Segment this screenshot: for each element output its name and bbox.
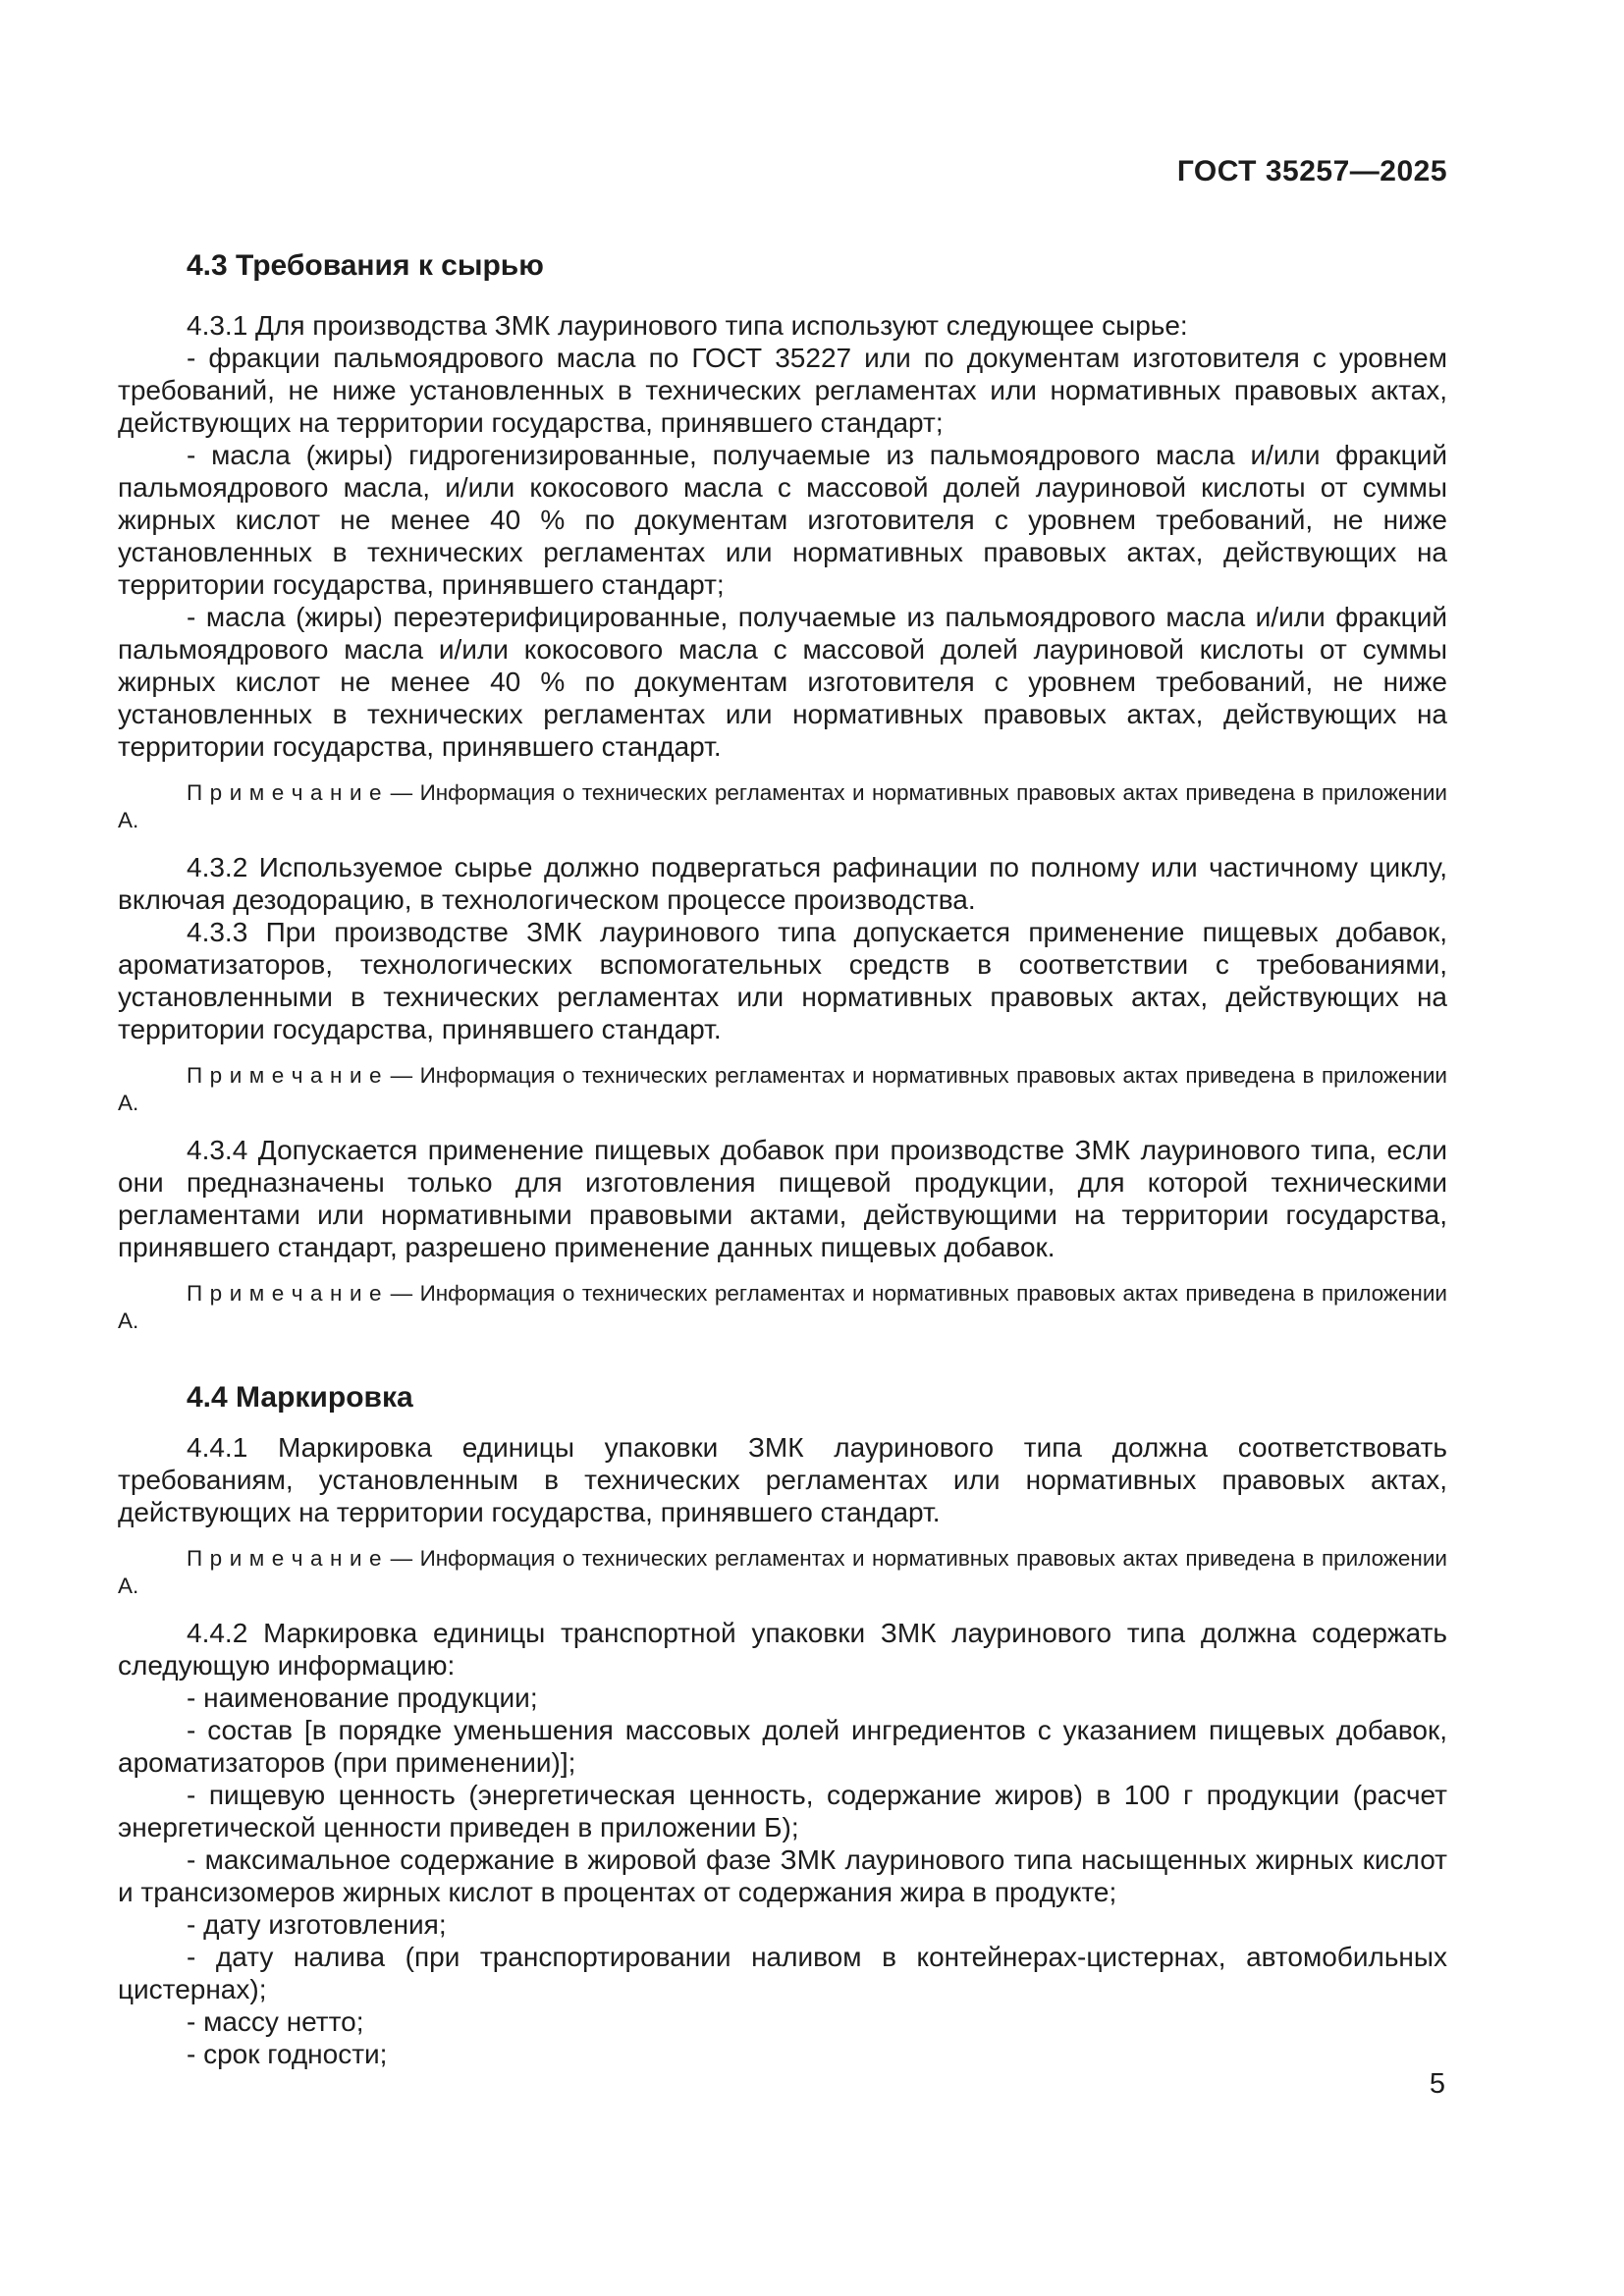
note-text: — Информация о технических регламентах и нормативных правовых актах приведена в приложении А.: [118, 1546, 1447, 1598]
note-label: П р и м е ч а н и е: [187, 1546, 382, 1571]
list-item-filling-date: - дату налива (при транспортировании наливом в контейнерах-цистернах, автомобильных цистернах);: [118, 1942, 1447, 2004]
note-label: П р и м е ч а н и е: [187, 1063, 382, 1088]
list-item-nutrition-value: - пищевую ценность (энергетическая ценность, содержание жиров) в 100 г продукции (расчет энергетической ценности приведен в приложении Б);: [118, 1780, 1447, 1842]
list-item-hydrogenated-oils: - масла (жиры) гидрогенизированные, получаемые из пальмоядрового масла и/или фракций пальмоядрового масла, и/или кокосового масла с массовой долей лауриновой кислоты от суммы жирных кислот не менее 40 % по документам изготовителя с уровнем требований, не ниже установленных в технических регламентах или нормативных правовых актах, действующих на территории государства, принявшего стандарт;: [118, 440, 1447, 600]
text-column: [118, 154, 1447, 2070]
list-item-shelf-life: - срок годности;: [187, 2039, 388, 2069]
note: [118, 1545, 1447, 1600]
paragraph-4-4-2: 4.4.2 Маркировка единицы транспортной упаковки ЗМК лауринового типа должна содержать следующую информацию:: [118, 1618, 1447, 1681]
list-item-manufacture-date: - дату изготовления;: [187, 1909, 447, 1940]
note: [118, 779, 1447, 834]
note-text: — Информация о технических регламентах и нормативных правовых актах приведена в приложении А.: [118, 1281, 1447, 1333]
note-text: — Информация о технических регламентах и нормативных правовых актах приведена в приложении А.: [118, 1063, 1447, 1115]
note: [118, 1062, 1447, 1117]
note: [118, 1280, 1447, 1335]
paragraph-4-3-3: 4.3.3 При производстве ЗМК лауринового типа допускается применение пищевых добавок, ароматизаторов, технологических вспомогательных средств в соответствии с требованиями, установленными в технических регламентах или нормативных правовых актах, действующих на территории государства, принявшего стандарт.: [118, 917, 1447, 1044]
paragraph-4-3-4: 4.3.4 Допускается применение пищевых добавок при производстве ЗМК лауринового типа, если они предназначены только для изготовления пищевой продукции, для которой техническими регламентами или нормативными правовыми актами, действующими на территории государства, принявшего стандарт, разрешено применение данных пищевых добавок.: [118, 1135, 1447, 1262]
note-text: — Информация о технических регламентах и нормативных правовых актах приведена в приложении А.: [118, 780, 1447, 832]
note-label: П р и м е ч а н и е: [187, 1281, 382, 1306]
list-item-product-name: - наименование продукции;: [187, 1682, 538, 1713]
note-label: П р и м е ч а н и е: [187, 780, 382, 805]
section-heading-4-3: 4.3 Требования к сырью: [187, 249, 544, 282]
paragraph-4-4-1: 4.4.1 Маркировка единицы упаковки ЗМК лауринового типа должна соответствовать требованиям, установленным в технических регламентах или нормативных правовых актах, действующих на территории государства, принявшего стандарт.: [118, 1432, 1447, 1527]
section-heading-4-4: 4.4 Маркировка: [187, 1381, 413, 1414]
paragraph-4-3-1: 4.3.1 Для производства ЗМК лауринового типа используют следующее сырье:: [187, 310, 1188, 341]
list-item-composition: - состав [в порядке уменьшения массовых долей ингредиентов с указанием пищевых добавок, ароматизаторов (при применении)];: [118, 1715, 1447, 1778]
list-item-interesterified-oils: - масла (жиры) переэтерифицированные, получаемые из пальмоядрового масла и/или фракций пальмоядрового масла и/или кокосового масла с массовой долей лауриновой кислоты от суммы жирных кислот не менее 40 % по документам изготовителя с уровнем требований, не ниже установленных в технических регламентах или нормативных правовых актах, действующих на территории государства, принявшего стандарт.: [118, 602, 1447, 762]
page-number: 5: [1429, 2068, 1445, 2100]
list-item-max-content: - максимальное содержание в жировой фазе ЗМК лауринового типа насыщенных жирных кислот и трансизомеров жирных кислот в процентах от содержания жира в продукте;: [118, 1844, 1447, 1907]
doc-code-header: ГОСТ 35257—2025: [1176, 155, 1447, 187]
paragraph-4-3-2: 4.3.2 Используемое сырье должно подвергаться рафинации по полному или частичному циклу, включая дезодорацию, в технологическом процессе производства.: [118, 852, 1447, 915]
list-item-net-mass: - массу нетто;: [187, 2006, 364, 2037]
list-item-fractions: - фракции пальмоядрового масла по ГОСТ 35227 или по документам изготовителя с уровнем требований, не ниже установленных в технических регламентах или нормативных правовых актах, действующих на территории государства, принявшего стандарт;: [118, 343, 1447, 438]
